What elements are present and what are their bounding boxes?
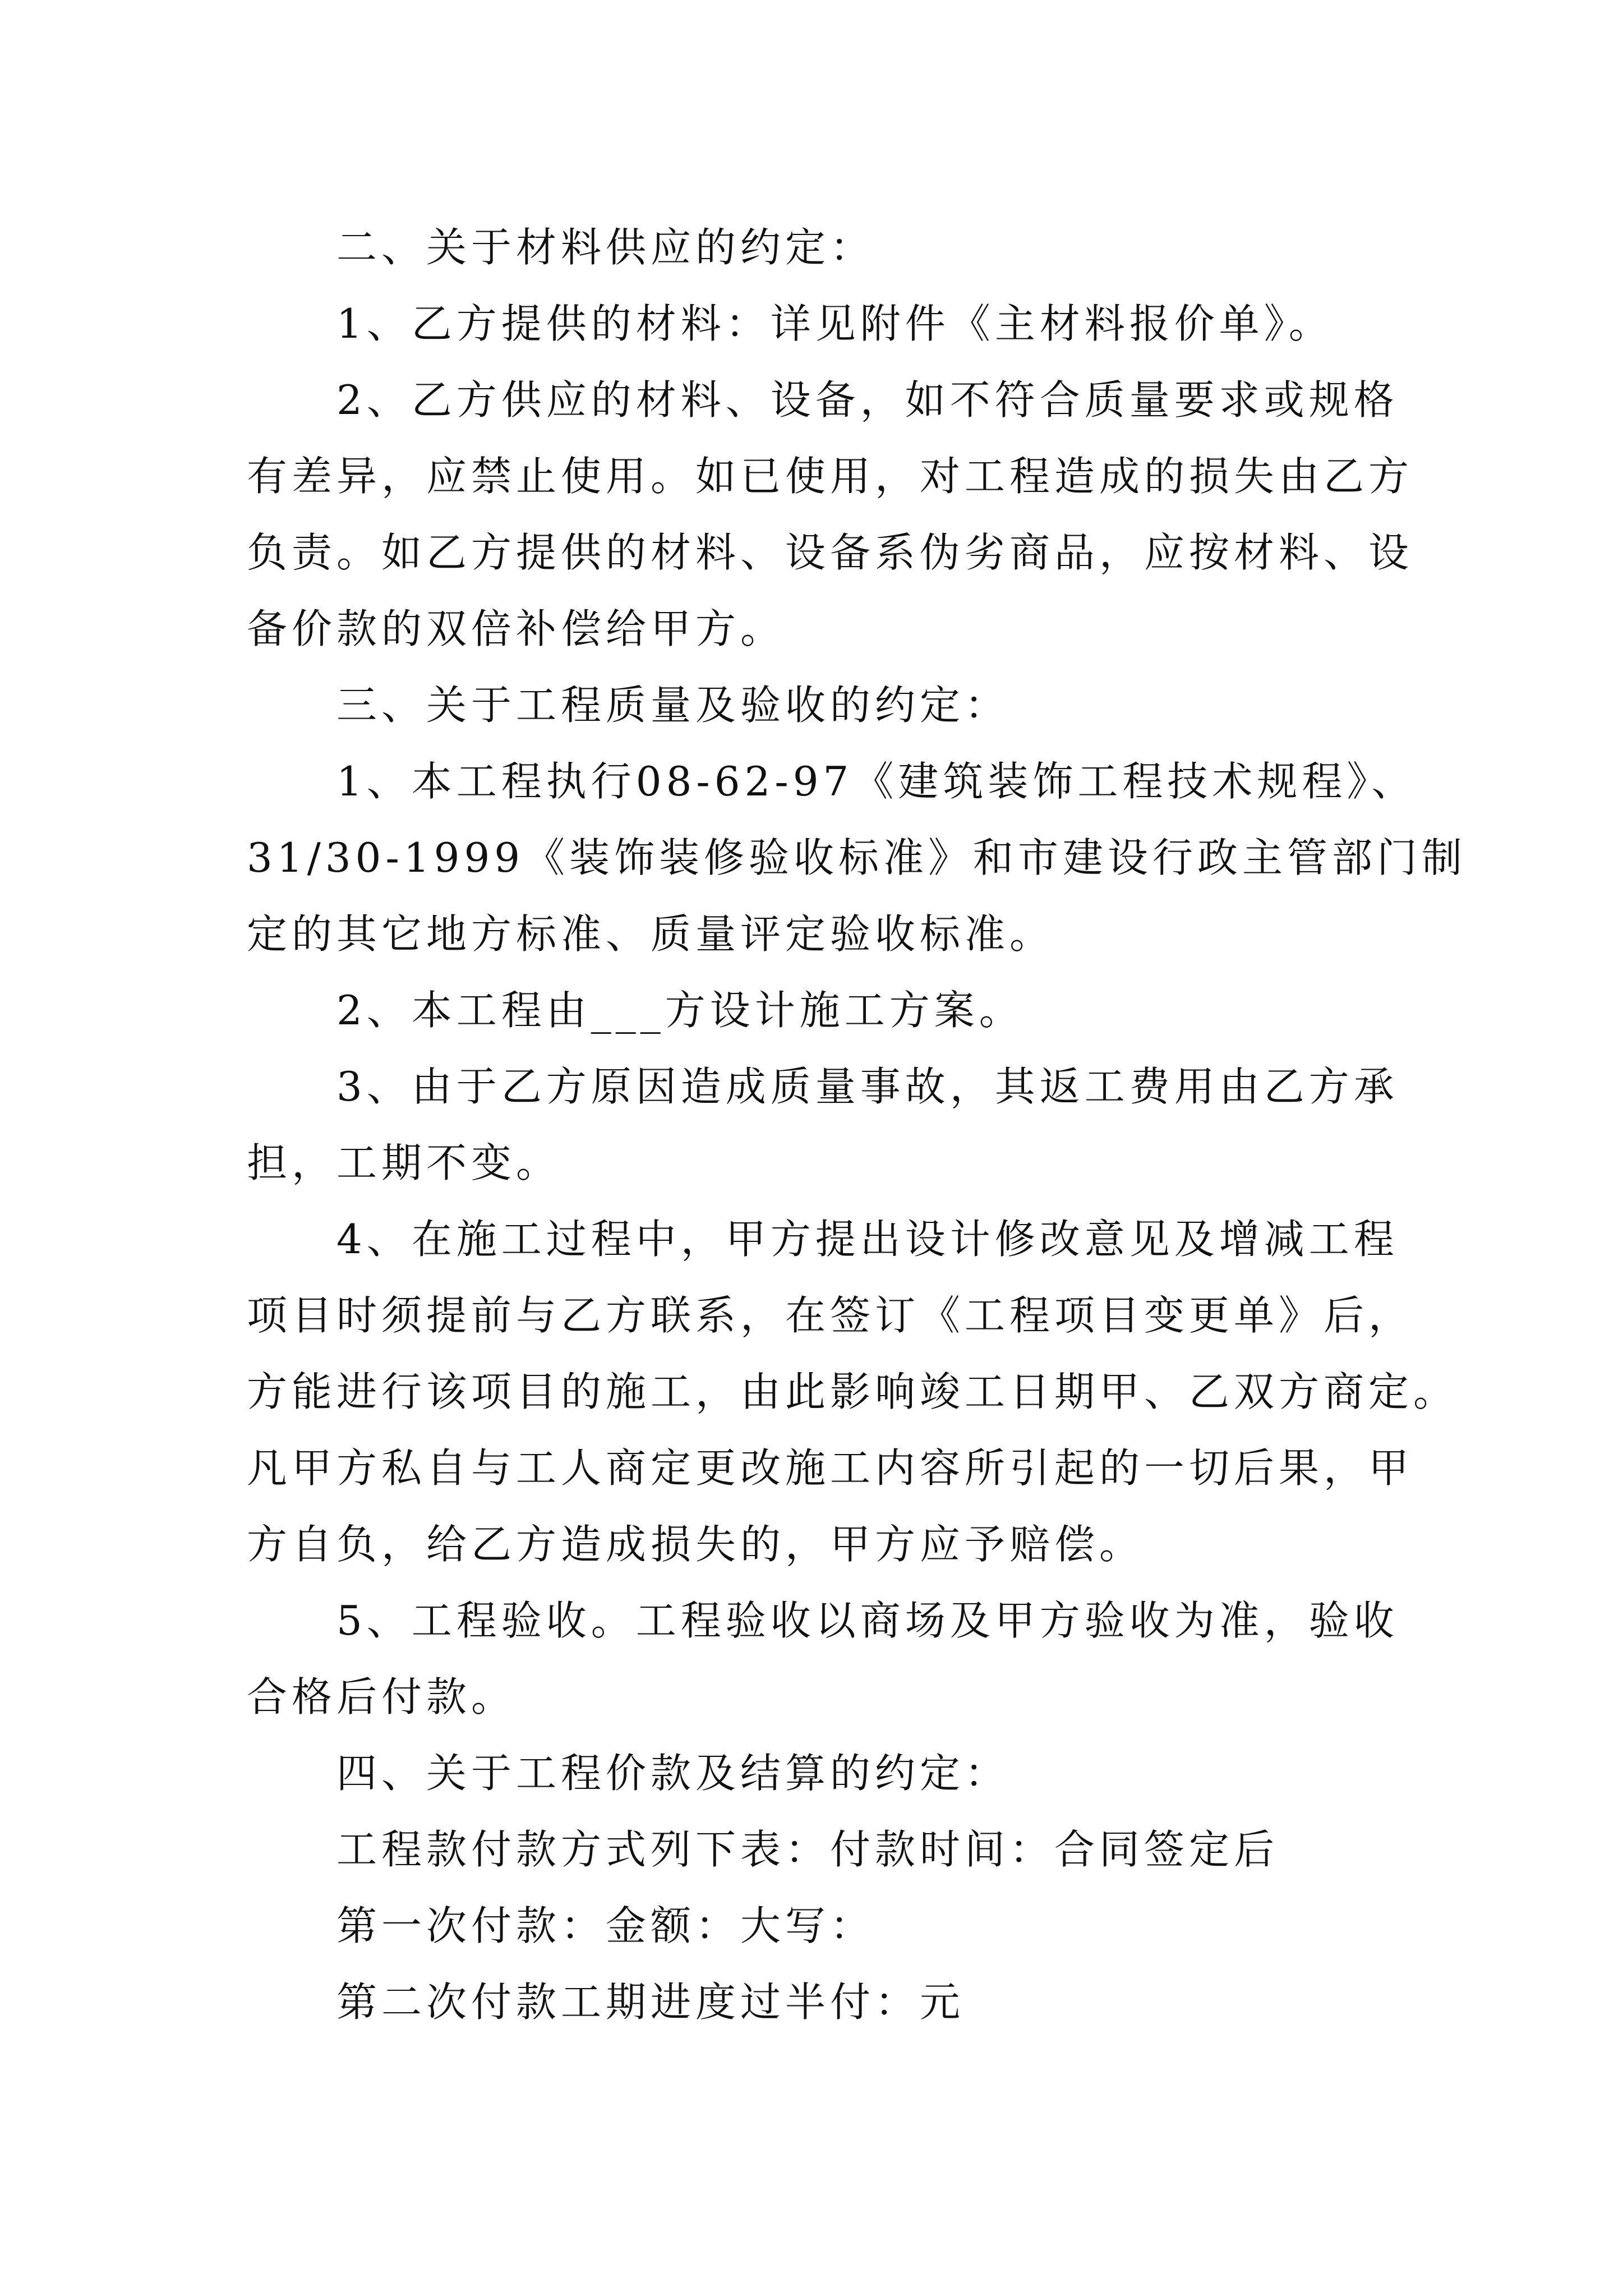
paragraph-line: 4、在施工过程中，甲方提出设计修改意见及增减工程 <box>336 1216 1399 1263</box>
paragraph-line: 项目时须提前与乙方联系，在签订《工程项目变更单》后， <box>247 1292 1414 1339</box>
paragraph-line: 1、乙方提供的材料：详见附件《主材料报价单》。 <box>336 300 1334 347</box>
paragraph-line: 方自负，给乙方造成损失的，甲方应予赔偿。 <box>247 1521 1145 1568</box>
section-heading-materials: 二、关于材料供应的约定： <box>336 224 875 271</box>
paragraph-line: 负责。如乙方提供的材料、设备系伪劣商品，应按材料、设 <box>247 529 1414 576</box>
paragraph-line: 第一次付款：金额：大写： <box>336 1902 875 1949</box>
paragraph-line: 工程款付款方式列下表：付款时间：合同签定后 <box>336 1826 1279 1873</box>
section-heading-payment: 四、关于工程价款及结算的约定： <box>336 1750 1010 1797</box>
paragraph-line: 第二次付款工期进度过半付：元 <box>336 1978 965 2026</box>
paragraph-line: 方能进行该项目的施工，由此影响竣工日期甲、乙双方商定。 <box>247 1368 1459 1415</box>
paragraph-line: 定的其它地方标准、质量评定验收标准。 <box>247 910 1055 958</box>
paragraph-line: 合格后付款。 <box>247 1673 517 1720</box>
paragraph-line: 1、本工程执行08-62-97《建筑装饰工程技术规程》、 <box>336 758 1417 805</box>
paragraph-line: 31/30-1999《装饰装修验收标准》和市建设行政主管部门制 <box>247 834 1467 881</box>
section-heading-quality: 三、关于工程质量及验收的约定： <box>336 682 1010 729</box>
paragraph-line: 3、由于乙方原因造成质量事故，其返工费用由乙方承 <box>336 1063 1399 1110</box>
paragraph-line: 2、乙方供应的材料、设备，如不符合质量要求或规格 <box>336 376 1399 424</box>
paragraph-line: 担，工期不变。 <box>247 1139 561 1186</box>
paragraph-line: 备价款的双倍补偿给甲方。 <box>247 605 786 652</box>
paragraph-line: 有差异，应禁止使用。如已使用，对工程造成的损失由乙方 <box>247 453 1414 500</box>
paragraph-line: 2、本工程由___方设计施工方案。 <box>336 987 1024 1034</box>
paragraph-line: 5、工程验收。工程验收以商场及甲方验收为准，验收 <box>336 1597 1399 1644</box>
paragraph-line: 凡甲方私自与工人商定更改施工内容所引起的一切后果，甲 <box>247 1444 1414 1492</box>
